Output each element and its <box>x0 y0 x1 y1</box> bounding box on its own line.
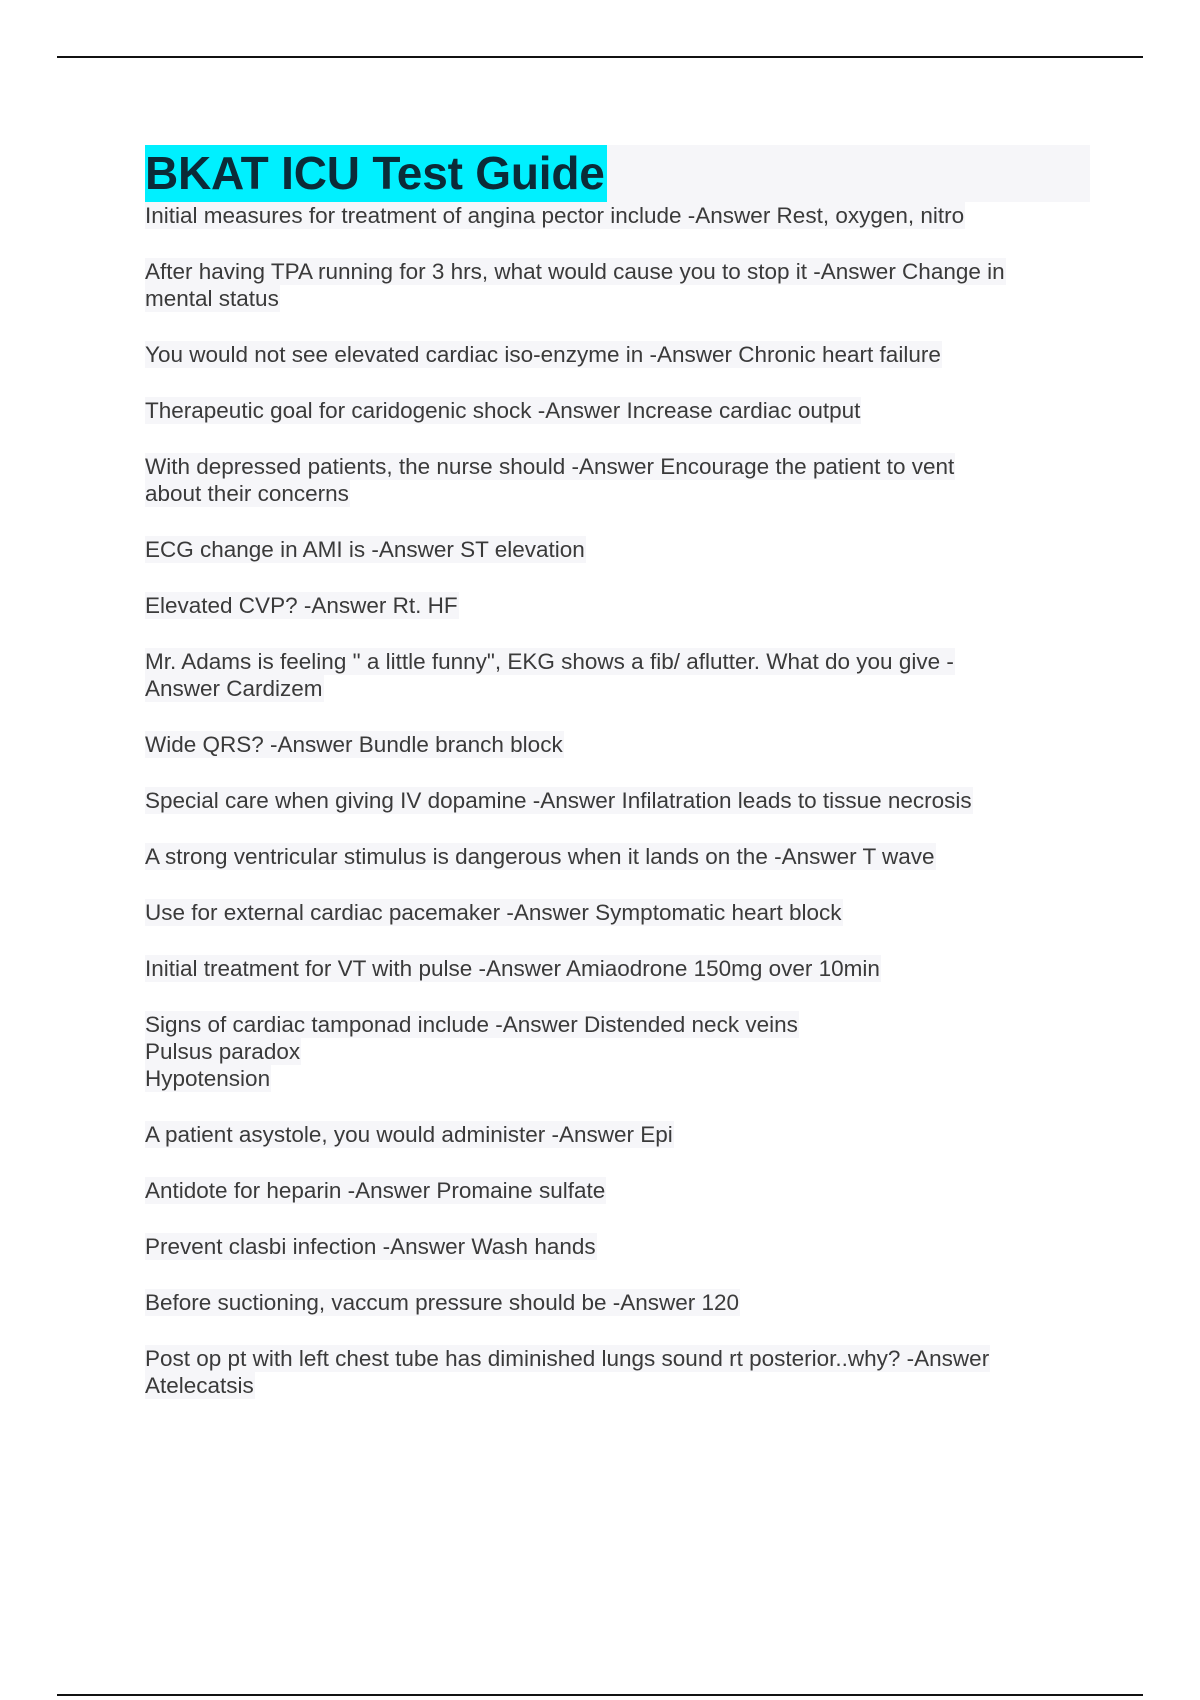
qa-line-text: Hypotension <box>145 1066 271 1091</box>
qa-line-text: Prevent clasbi infection -Answer Wash hands <box>145 1234 596 1259</box>
qa-line <box>145 955 1090 982</box>
qa-item <box>145 592 1090 619</box>
qa-line <box>145 1121 1090 1148</box>
qa-line-text: A strong ventricular stimulus is dangerous when it lands on the -Answer T wave <box>145 844 935 869</box>
qa-item <box>145 1233 1090 1260</box>
qa-line <box>145 1065 1090 1092</box>
qa-list <box>145 202 1090 1399</box>
qa-line-text: After having TPA running for 3 hrs, what would cause you to stop it -Answer Change in <box>145 259 1005 284</box>
qa-item <box>145 899 1090 926</box>
qa-line <box>145 675 1090 702</box>
qa-line-text: Signs of cardiac tamponad include -Answer Distended neck veins <box>145 1012 798 1037</box>
qa-item <box>145 648 1090 702</box>
qa-line <box>145 1372 1090 1399</box>
qa-line <box>145 592 1090 619</box>
qa-line <box>145 899 1090 926</box>
qa-line-text: ECG change in AMI is -Answer ST elevation <box>145 537 585 562</box>
qa-item <box>145 843 1090 870</box>
qa-item <box>145 202 1090 229</box>
qa-line <box>145 480 1090 507</box>
qa-item <box>145 731 1090 758</box>
qa-line-text: With depressed patients, the nurse should -Answer Encourage the patient to vent <box>145 454 955 479</box>
qa-item <box>145 453 1090 507</box>
qa-line-text: Before suctioning, vaccum pressure should be -Answer 120 <box>145 1290 740 1315</box>
qa-line-text: Post op pt with left chest tube has diminished lungs sound rt posterior..why? -Answer <box>145 1346 990 1371</box>
qa-line-text: Mr. Adams is feeling " a little funny", EKG shows a fib/ aflutter. What do you give - <box>145 649 954 674</box>
qa-item <box>145 1121 1090 1148</box>
qa-line <box>145 1038 1090 1065</box>
qa-line <box>145 258 1090 285</box>
qa-line <box>145 397 1090 424</box>
qa-line-text: Atelecatsis <box>145 1373 254 1398</box>
qa-line-text: Pulsus paradox <box>145 1039 301 1064</box>
qa-line-text: Wide QRS? -Answer Bundle branch block <box>145 732 563 757</box>
qa-line-text: Answer Cardizem <box>145 676 323 701</box>
qa-item <box>145 397 1090 424</box>
qa-item <box>145 787 1090 814</box>
qa-line-text: Use for external cardiac pacemaker -Answer Symptomatic heart block <box>145 900 842 925</box>
qa-line-text: You would not see elevated cardiac iso-enzyme in -Answer Chronic heart failure <box>145 342 941 367</box>
qa-line <box>145 1345 1090 1372</box>
qa-line <box>145 285 1090 312</box>
qa-line <box>145 731 1090 758</box>
qa-item <box>145 1011 1090 1092</box>
qa-line-text: Initial measures for treatment of angina pector include -Answer Rest, oxygen, nitro <box>145 203 965 228</box>
document-title: BKAT ICU Test Guide <box>145 145 607 202</box>
qa-line <box>145 843 1090 870</box>
qa-item <box>145 1345 1090 1399</box>
qa-line <box>145 202 1090 229</box>
qa-item <box>145 1177 1090 1204</box>
qa-item <box>145 955 1090 982</box>
qa-line-text: Therapeutic goal for caridogenic shock -Answer Increase cardiac output <box>145 398 861 423</box>
qa-line-text: mental status <box>145 286 279 311</box>
qa-line <box>145 648 1090 675</box>
qa-line <box>145 341 1090 368</box>
title-row <box>145 145 1090 202</box>
qa-line-text: Special care when giving IV dopamine -Answer Infilatration leads to tissue necrosis <box>145 788 972 813</box>
qa-line-text: about their concerns <box>145 481 349 506</box>
header-rule <box>57 56 1143 58</box>
qa-line <box>145 1011 1090 1038</box>
qa-line <box>145 1233 1090 1260</box>
qa-line <box>145 1289 1090 1316</box>
qa-item <box>145 1289 1090 1316</box>
document-body <box>145 145 1090 1399</box>
qa-item <box>145 258 1090 312</box>
qa-item <box>145 536 1090 563</box>
footer-rule <box>57 1694 1143 1696</box>
qa-line-text: Initial treatment for VT with pulse -Answer Amiaodrone 150mg over 10min <box>145 956 880 981</box>
qa-line <box>145 536 1090 563</box>
qa-line-text: Antidote for heparin -Answer Promaine sulfate <box>145 1178 606 1203</box>
qa-line-text: A patient asystole, you would administer -Answer Epi <box>145 1122 673 1147</box>
qa-line <box>145 1177 1090 1204</box>
qa-line <box>145 453 1090 480</box>
qa-line-text: Elevated CVP? -Answer Rt. HF <box>145 593 458 618</box>
qa-line <box>145 787 1090 814</box>
qa-item <box>145 341 1090 368</box>
